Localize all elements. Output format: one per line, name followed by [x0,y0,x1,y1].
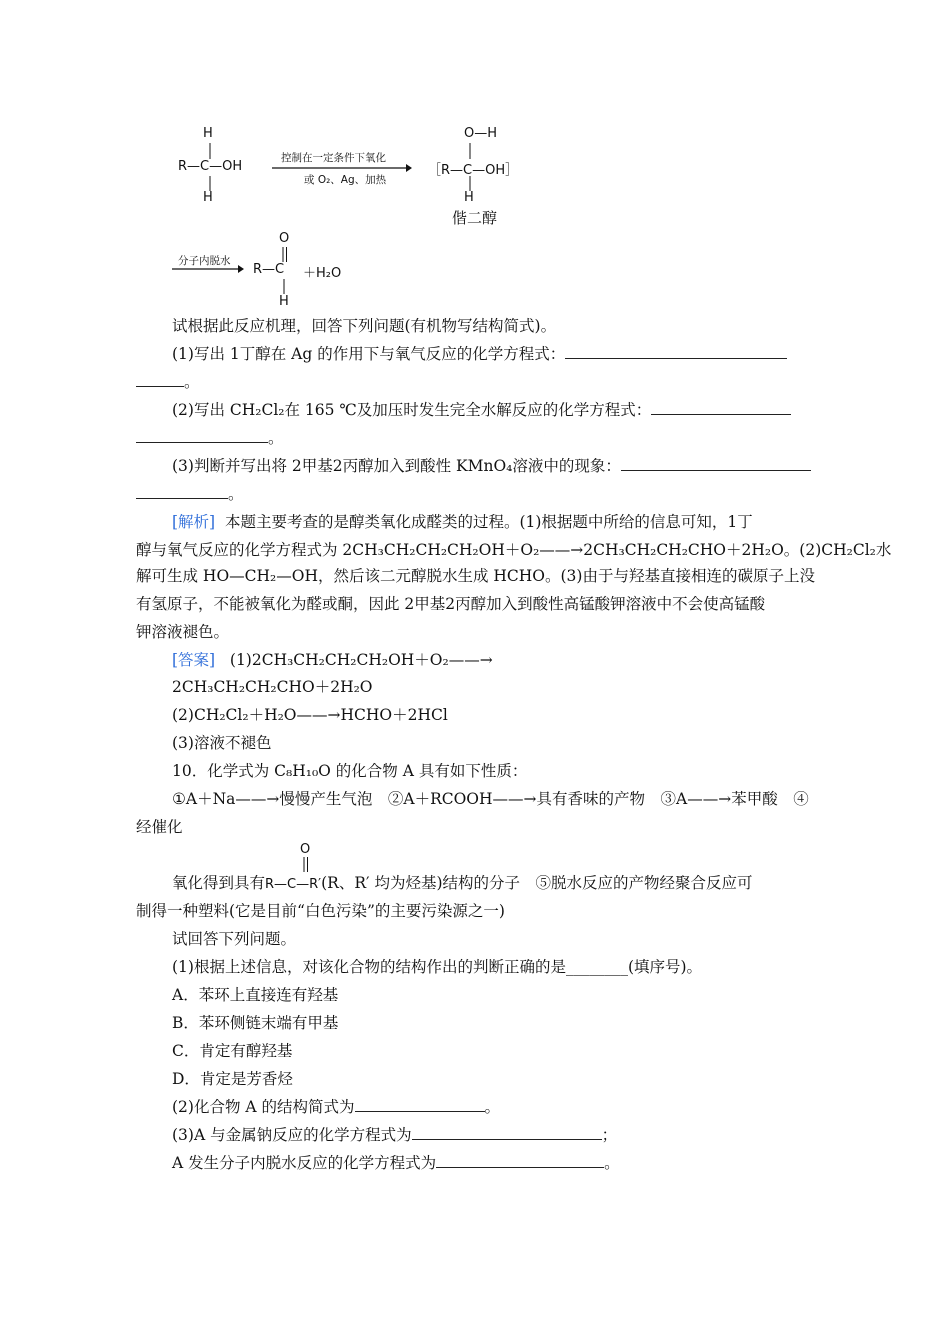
text-pre: 氧化得到具有 [172,874,266,892]
gem-diol-label: 偕二醇 [452,209,498,227]
question-10-4 [172,1153,620,1173]
period: 。 [484,1098,501,1116]
alcohol-h-top: H [203,126,213,141]
answer-tag: [答案] [172,651,216,669]
period: 。 [604,1154,620,1172]
answer-blank[interactable] [565,344,787,359]
answer-blank[interactable] [136,428,268,443]
question-10-prompt: 试回答下列问题。 [172,930,297,948]
question-3-text: (3)判断并写出将 2甲基2丙醇加入到酸性 KMnO₄溶液中的现象： [172,457,621,475]
gem-diol-bottom: H [464,190,474,205]
answer-blank[interactable] [136,372,184,387]
answer-blank[interactable] [621,456,811,471]
question-10-properties-cont: 经催化 [136,818,183,836]
semicolon: ； [601,1126,618,1144]
question-3-cont [136,484,244,504]
question-2-text: (2)写出 CH₂Cl₂在 165 ℃及加压时发生完全水解反应的化学方程式： [172,401,652,419]
alcohol-main: R—C—OH [178,159,243,174]
question-10-4-text: A 发生分子内脱水反应的化学方程式为 [172,1154,437,1172]
ketone-structure: R—C—R′ [265,877,322,892]
analysis-line-1 [172,512,753,532]
text-post: (R、R′ 均为烃基)结构的分子 ⑤脱水反应的产物经聚合反应可 [321,874,753,892]
arrow2-condition: 分子内脱水 [178,255,231,267]
question-10-title: 10．化学式为 C₈H₁₀O 的化合物 A 具有如下性质： [172,762,528,780]
alcohol-h-bottom: H [203,190,213,205]
period: 。 [184,373,200,391]
aldehyde-main: R—C [253,262,285,277]
option-a: A．苯环上直接连有羟基 [172,986,339,1004]
option-b: B．苯环侧链末端有甲基 [172,1014,339,1032]
gem-diol-main: ［R—C—OH］ [428,163,519,178]
question-1 [172,344,787,364]
arrow1-condition-top: 控制在一定条件下氧化 [281,152,386,164]
answer-blank[interactable] [412,1125,602,1140]
answer-text: (1)2CH₃CH₂CH₂CH₂OH＋O₂——→ [229,651,493,669]
question-10-3-text: (3)A 与金属钠反应的化学方程式为 [172,1126,412,1144]
question-1-cont [136,372,200,392]
double-bond [302,857,310,872]
arrow1-condition-bottom: 或 O₂、Ag、加热 [304,174,387,186]
question-2-cont [136,428,284,448]
aldehyde-h: H [279,294,289,309]
question-10-properties-end: 制得一种塑料(它是目前“白色污染”的主要污染源之一) [136,902,505,920]
period: 。 [268,429,284,447]
instruction-line: 试根据此反应机理，回答下列问题(有机物写结构简式)。 [172,317,557,335]
answer-blank[interactable] [436,1153,604,1168]
answer-line-4: (3)溶液不褪色 [172,734,272,752]
bond-vertical [281,279,287,294]
analysis-line-3: 解可生成 HO—CH₂—OH，然后该二元醇脱水生成 HCHO。(3)由于与羟基直接相连的碳原子上没 [136,567,815,585]
period: 。 [228,485,244,503]
bond-vertical [467,143,473,159]
answer-line-2: 2CH₃CH₂CH₂CHO＋2H₂O [172,678,373,696]
option-c: C．肯定有醇羟基 [172,1042,293,1060]
water-product: ＋H₂O [303,266,342,281]
question-2 [172,400,791,420]
analysis-line-4: 有氢原子，不能被氧化为醛或酮，因此 2甲基2丙醇加入到酸性高锰酸钾溶液中不会使高锰酸 [136,595,766,613]
analysis-line-2: 醇与氧气反应的化学方程式为 2CH₃CH₂CH₂CH₂OH＋O₂——→2CH₃CH₂CH₂CHO＋2H₂O。(2)CH₂Cl₂水 [136,541,892,559]
option-d: D．肯定是芳香烃 [172,1070,293,1088]
aldehyde-o: O [279,231,290,246]
answer-line-1 [172,650,493,670]
double-bond [281,247,289,262]
question-10-properties-line [172,873,753,895]
question-10-3 [172,1125,617,1145]
question-10-properties: ①A＋Na——→慢慢产生气泡 ②A＋RCOOH——→具有香味的产物 ③A——→苯甲酸 ④ [172,790,809,808]
bond-vertical [207,143,213,159]
analysis-tag: [解析] [172,513,216,531]
gem-diol-top: O—H [464,126,498,141]
question-10-1: (1)根据上述信息，对该化合物的结构作出的判断正确的是________(填序号)。 [172,958,703,976]
answer-line-3: (2)CH₂Cl₂＋H₂O——→HCHO＋2HCl [172,706,448,724]
question-3 [172,456,811,476]
bond-vertical [467,176,473,191]
analysis-line-5: 钾溶液褪色。 [136,623,230,641]
ketone-o: O [300,842,311,857]
question-10-2 [172,1097,500,1117]
answer-blank[interactable] [136,484,228,499]
bond-vertical [207,176,213,191]
question-10-2-text: (2)化合物 A 的结构简式为 [172,1098,355,1116]
analysis-text: 本题主要考查的是醇类氧化成醛类的过程。(1)根据题中所给的信息可知，1丁 [224,513,753,531]
answer-blank[interactable] [651,400,791,415]
question-1-text: (1)写出 1丁醇在 Ag 的作用下与氧气反应的化学方程式： [172,345,566,363]
reaction-arrow [172,264,244,274]
answer-blank[interactable] [355,1097,485,1112]
